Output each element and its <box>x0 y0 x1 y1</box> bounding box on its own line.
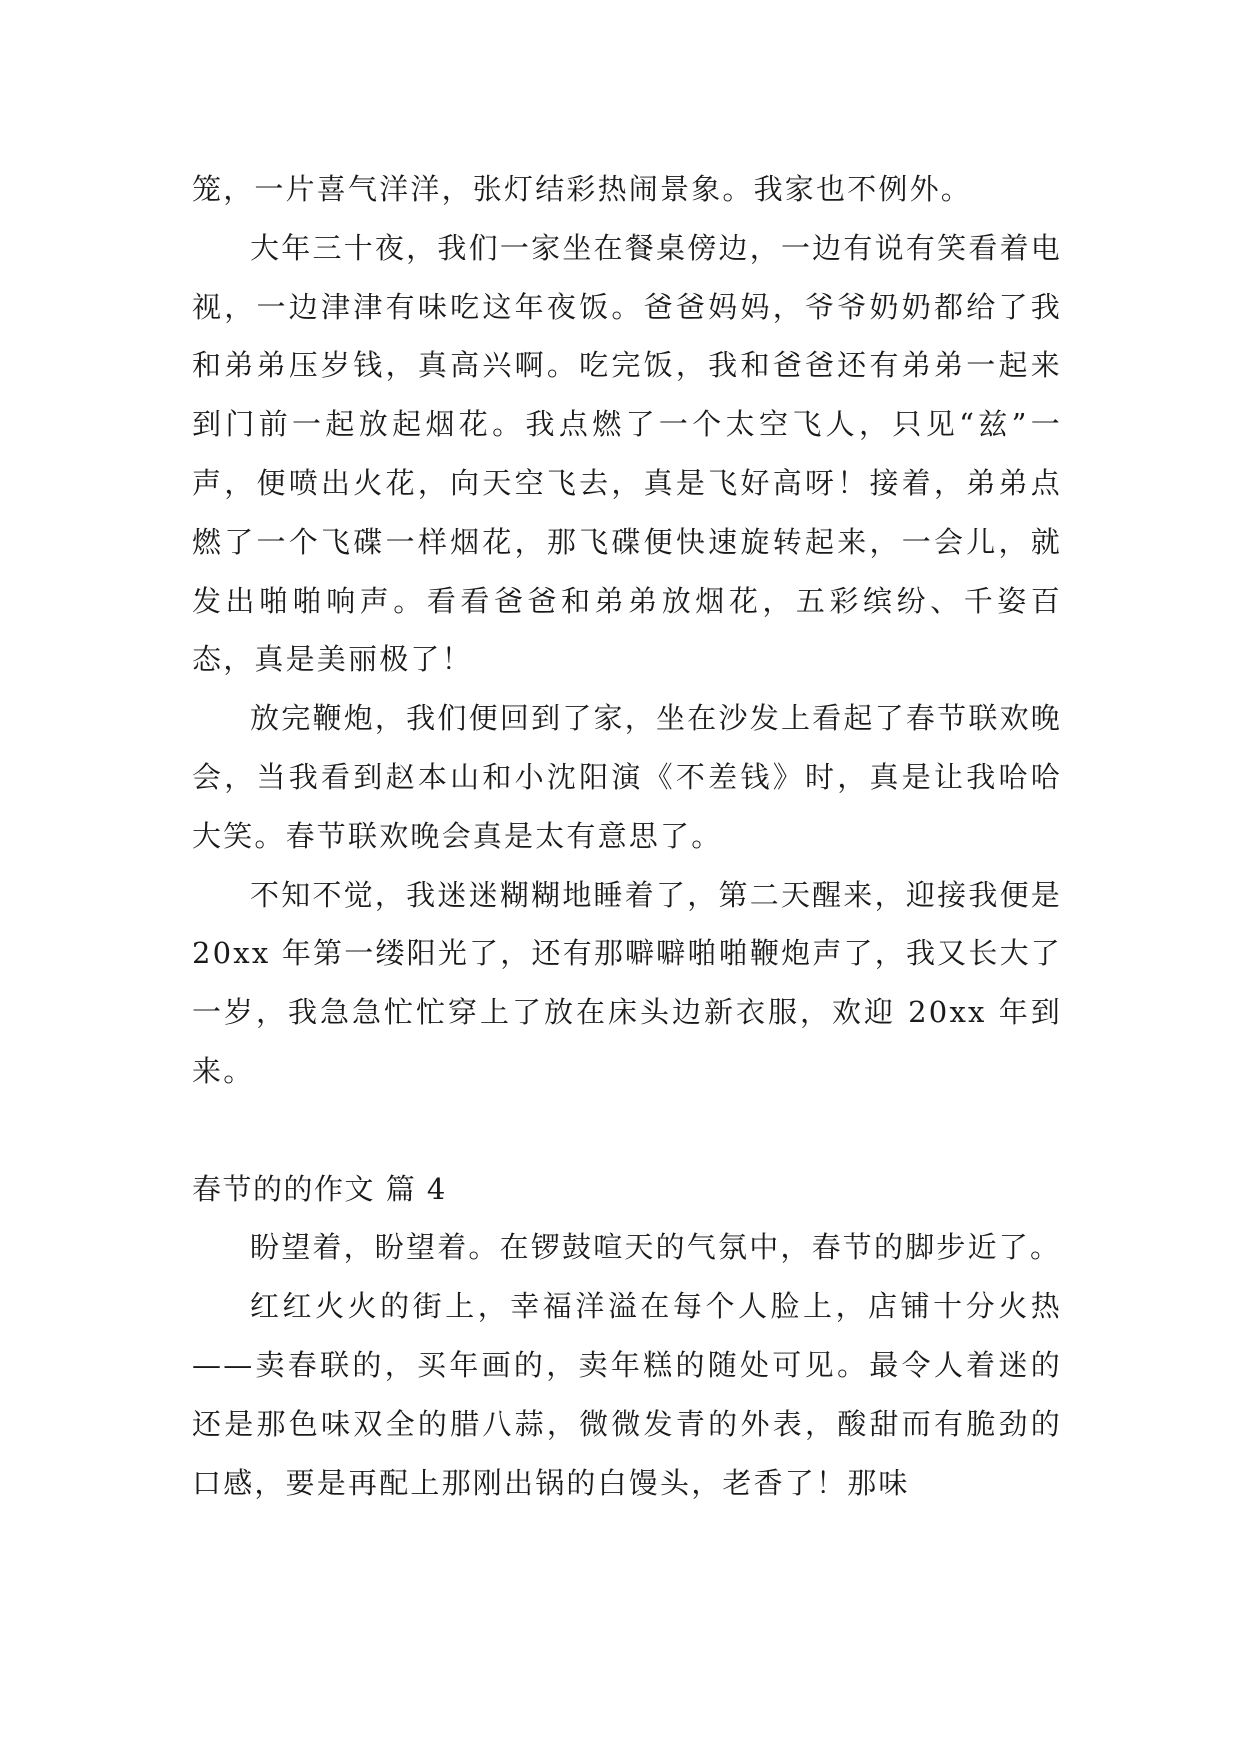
section-heading: 春节的的作文 篇 4 <box>192 1171 447 1206</box>
document-body <box>192 160 1062 1512</box>
paragraph-new-year-eve: 大年三十夜，我们一家坐在餐桌傍边，一边有说有笑看着电视，一边津津有味吃这年夜饭。爸爸妈妈，爷爷奶奶都给了我和弟弟压岁钱，真高兴啊。吃完饭，我和爸爸还有弟弟一起来到门前一起放起烟花。我点燃了一个太空飞人，只见“兹”一声，便喷出火花，向天空飞去，真是飞好高呀！接着，弟弟点燃了一个飞碟一样烟花，那飞碟便快速旋转起来，一会儿，就发出啪啪响声。看看爸爸和弟弟放烟花，五彩缤纷、千姿百态，真是美丽极了！ <box>192 230 1062 677</box>
paragraph-morning: 不知不觉，我迷迷糊糊地睡着了，第二天醒来，迎接我便是 20xx 年第一缕阳光了，还有那噼噼啪啪鞭炮声了，我又长大了一岁，我急急忙忙穿上了放在床头边新衣服，欢迎 20xx 年到来。 <box>192 877 1062 1088</box>
paragraph-street: 红红火火的街上，幸福洋溢在每个人脸上，店铺十分火热——卖春联的，买年画的，卖年糕的随处可见。最令人着迷的还是那色味双全的腊八蒜，微微发青的外表，酸甜而有脆劲的口感，要是再配上那刚出锅的白馒头，老香了！那味 <box>192 1289 1062 1500</box>
paragraph-continuation: 笼，一片喜气洋洋，张灯结彩热闹景象。我家也不例外。 <box>192 172 973 206</box>
paragraph-gala: 放完鞭炮，我们便回到了家，坐在沙发上看起了春节联欢晚会，当我看到赵本山和小沈阳演《不差钱》时，真是让我哈哈大笑。春节联欢晚会真是太有意思了。 <box>192 701 1062 853</box>
paragraph-anticipation: 盼望着，盼望着。在锣鼓喧天的气氛中，春节的脚步近了。 <box>250 1230 1062 1265</box>
